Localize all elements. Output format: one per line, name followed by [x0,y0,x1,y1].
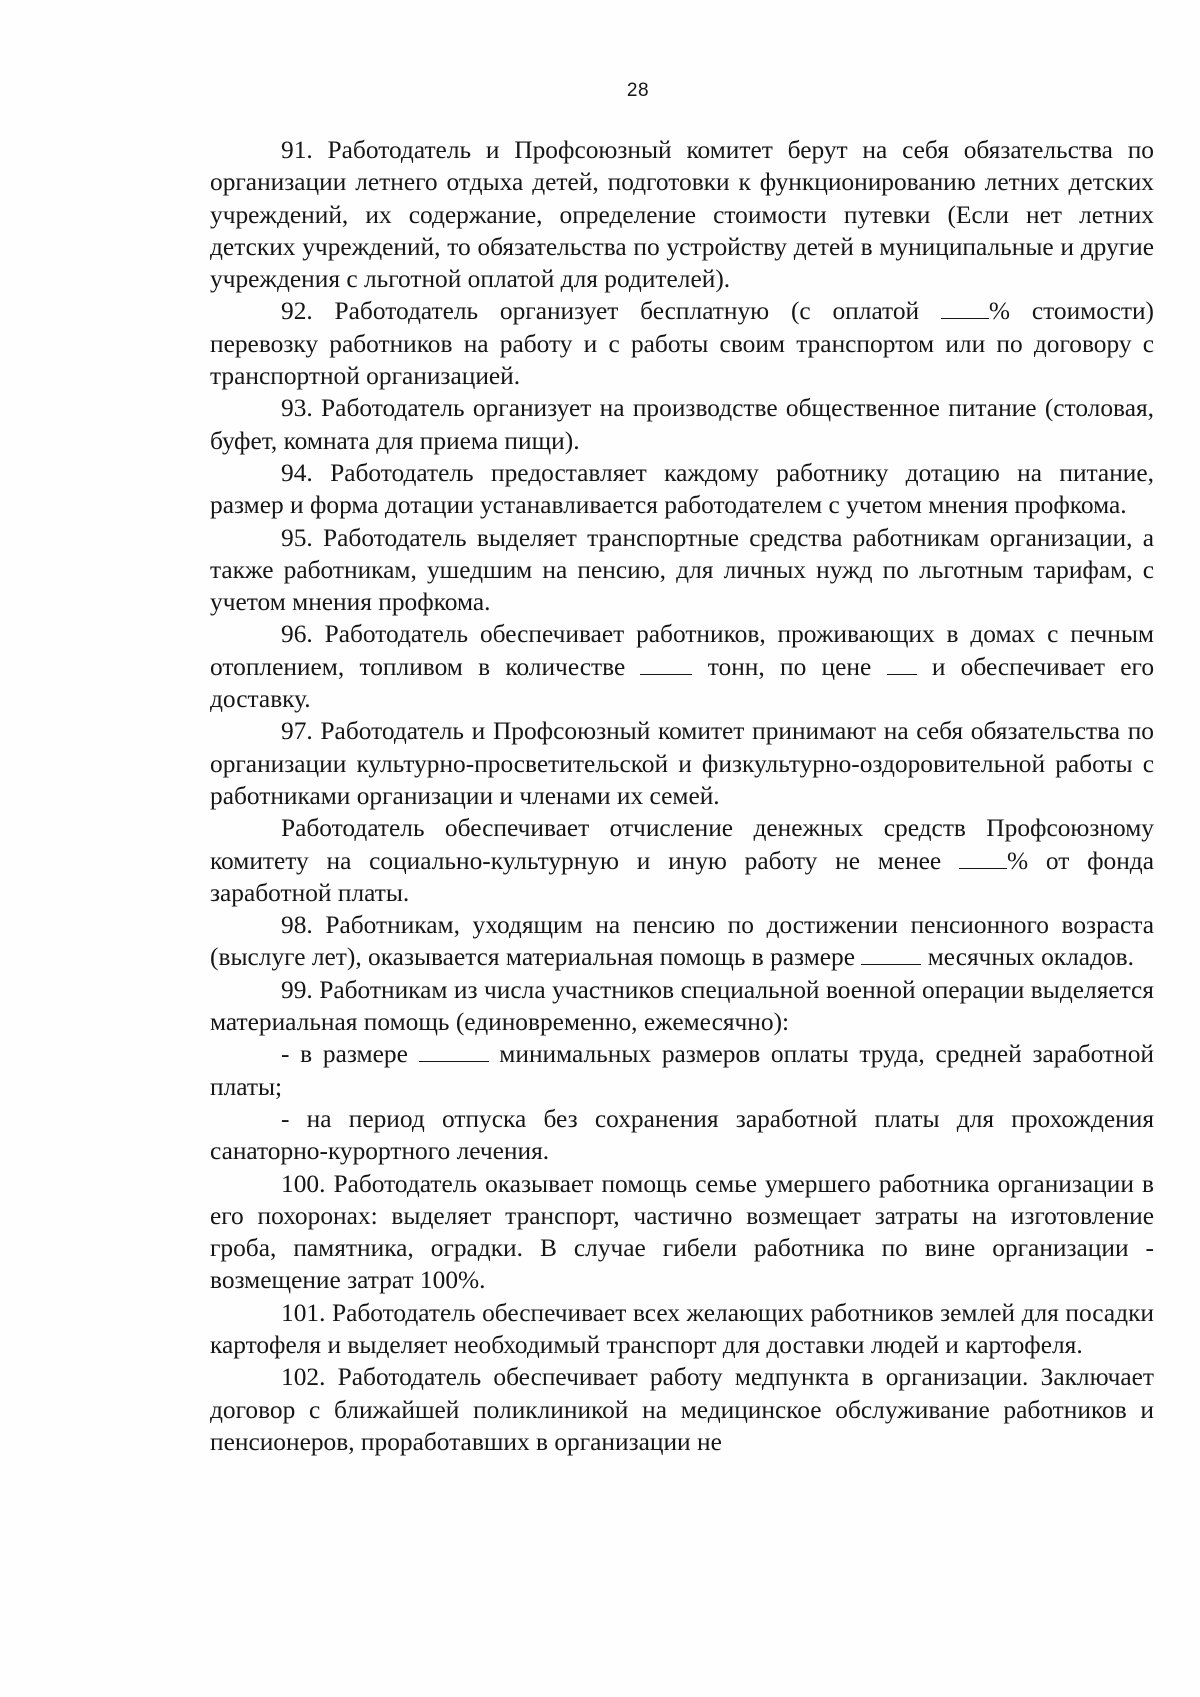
paragraph-99-item-a-text-a: - в размере [281,1040,419,1069]
paragraph-92 [210,295,1154,392]
paragraph-94-text: 94. Работодатель предоставляет каждому работнику дотацию на питание, размер и форма дотации устанавливается работодателем с учетом мнения профкома. [210,458,1154,520]
page-number: 28 [626,80,650,101]
paragraph-96-text-c: и обеспечивает его доставку. [210,652,1155,714]
paragraph-98-text-a: 98. Работникам, уходящим на пенсию по достижении пенсионного возраста (выслуге лет), оказывается материальная помощь в размере [210,911,1154,972]
paragraph-97 [210,715,1154,812]
fill-blank [640,654,692,675]
paragraph-98-text-b: месячных окладов. [921,943,1135,972]
paragraph-97-contribution-text-b: % от фонда заработной платы. [210,846,1154,907]
paragraph-101-text: 101. Работодатель обеспечивает всех желающих работников землей для посадки картофеля и выделяет необходимый транспорт для доставки людей и картофеля. [210,1298,1154,1359]
paragraph-96-text-a: 96. Работодатель обеспечивает работников, проживающих в домах с печным отоплением, топливом в количестве [210,620,1154,681]
paragraph-97-text: 97. Работодатель и Профсоюзный комитет принимают на себя обязательства по организации культурно-просветительской и физкультурно-оздоровительной работы с работниками организации и членами их семей. [210,717,1154,810]
paragraph-99 [210,974,1154,1039]
paragraph-99-item-b [210,1103,1154,1168]
fill-blank [861,944,921,965]
paragraph-97-contribution-text-a: Работодатель обеспечивает отчисление денежных средств Профсоюзному комитету на социально-культурную и иную работу не менее [210,814,1154,875]
paragraph-102-text: 102. Работодатель обеспечивает работу медпункта в организации. Заключает договор с ближайшей поликлиникой на медицинское обслуживание работников и пенсионеров, проработавших в организации не [210,1363,1154,1456]
fill-blank [959,848,1007,869]
paragraph-100 [210,1168,1154,1297]
fill-blank [941,298,989,319]
paragraph-98 [210,909,1154,974]
paragraph-93 [210,392,1154,457]
fill-blank [887,654,917,675]
paragraph-96-text-b: тонн, по цене [692,652,887,681]
paragraph-99-item-a-text-b: минимальных размеров оплаты труда, средней заработной платы; [210,1040,1154,1101]
paragraph-95 [210,522,1154,619]
paragraph-100-text: 100. Работодатель оказывает помощь семье умершего работника организации в его похоронах: выделяет транспорт, частично возмещает затраты на изготовление гроба, памятника, оградки. В случае гибели работника по вине организации - возмещение затрат 100%. [210,1169,1154,1295]
paragraph-101 [210,1297,1154,1362]
paragraph-91-text: 91. Работодатель и Профсоюзный комитет берут на себя обязательства по организации летнего отдыха детей, подготовки к функционированию летних детских учреждений, их содержание, определение стоимости путевки (Если нет летних детских учреждений, то обязательства по устройству детей в муниципальные и другие учреждения с льготной оплатой для родителей). [210,136,1154,294]
paragraph-91 [210,134,1154,295]
paragraph-99-item-a [210,1038,1154,1103]
paragraph-92-text-a: 92. Работодатель организует бесплатную (с оплатой [281,297,941,326]
paragraph-102 [210,1361,1154,1458]
paragraph-96 [210,618,1154,715]
document-body [210,134,1154,1458]
paragraph-92-text-b: % стоимости) перевозку работников на работу и с работы своим транспортом или по договору с транспортной организацией. [210,297,1154,391]
paragraph-97-contribution [210,812,1154,909]
paragraph-94 [210,457,1154,522]
paragraph-93-text: 93. Работодатель организует на производстве общественное питание (столовая, буфет, комната для приема пищи). [210,394,1154,455]
paragraph-99-text: 99. Работникам из числа участников специальной военной операции выделяется материальная помощь (единовременно, ежемесячно): [210,975,1154,1037]
paragraph-99-item-b-text: - на период отпуска без сохранения заработной платы для прохождения санаторно-курортного лечения. [210,1104,1154,1166]
fill-blank [419,1041,489,1062]
paragraph-95-text: 95. Работодатель выделяет транспортные средства работникам организации, а также работникам, ушедшим на пенсию, для личных нужд по льготным тарифам, с учетом мнения профкома. [210,523,1154,617]
